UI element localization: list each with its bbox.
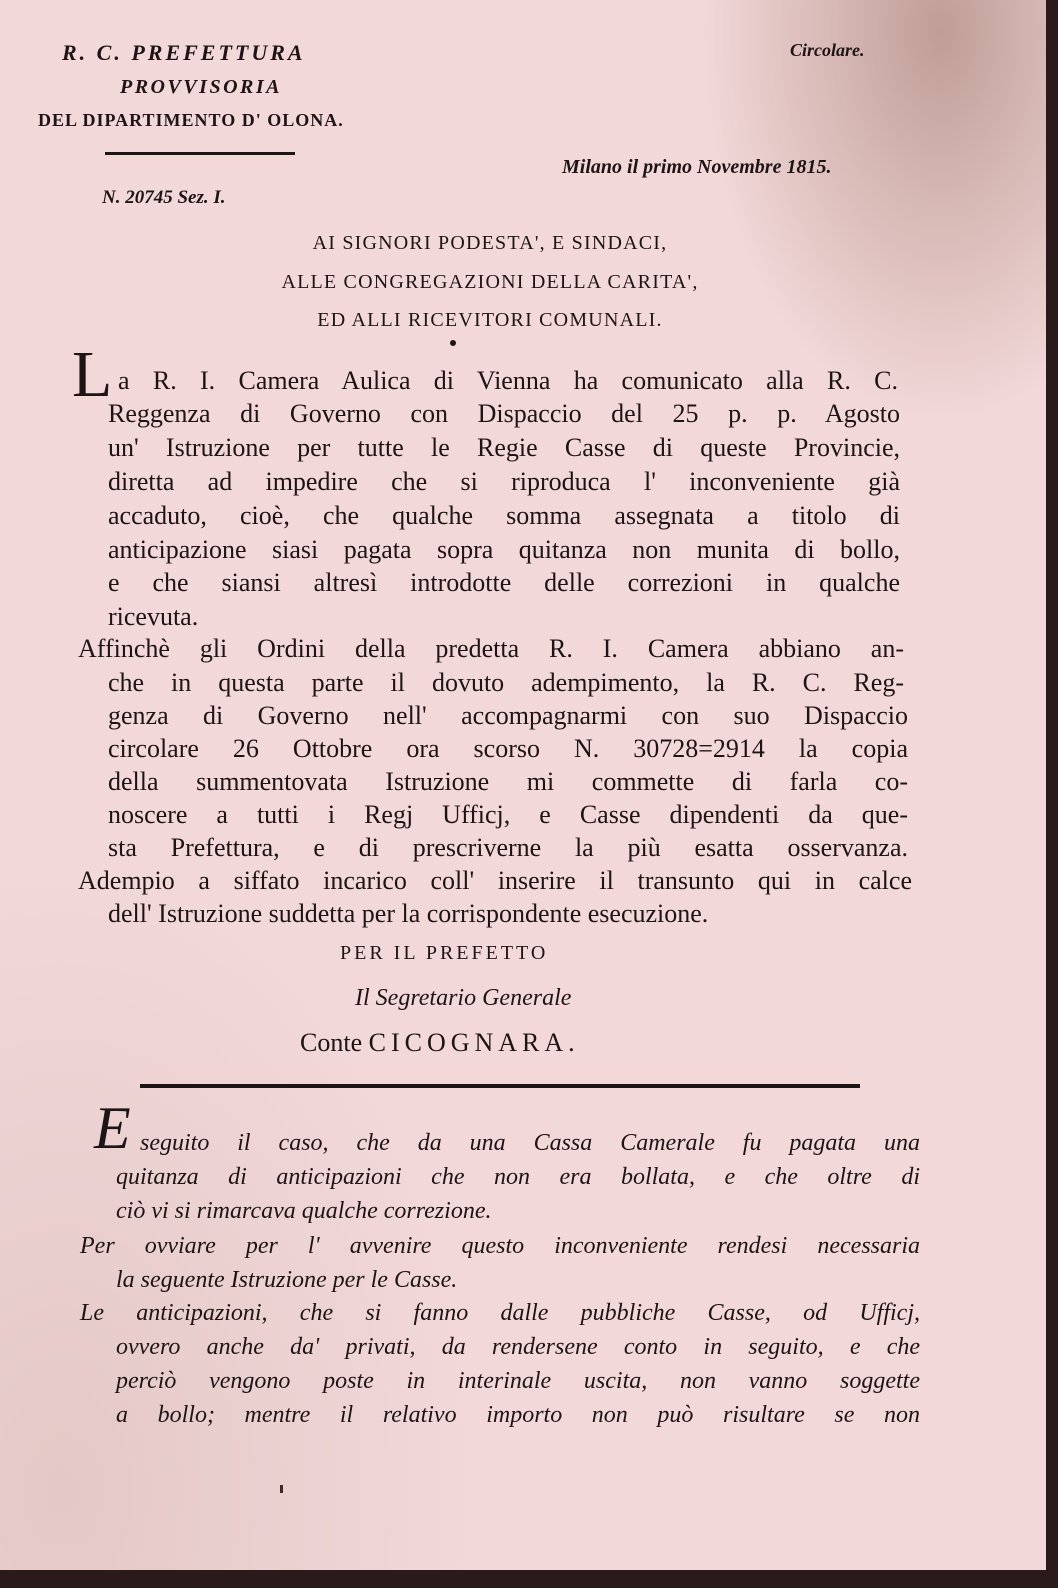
body-line: ricevuta. [108,602,199,631]
signature-prefect: PER IL PREFETTO [340,942,549,964]
protocol-number: N. 20745 Sez. I. [102,187,226,208]
body-line: un' Istruzione per tutte le Regie Casse di queste Provincie, [108,433,900,462]
body-line: della summentovata Istruzione mi commette di farla co- [108,767,908,796]
signature-title: Conte [300,1028,363,1057]
body-line: anticipazione siasi pagata sopra quitanza non munita di bollo, [108,535,900,564]
section-divider [140,1084,860,1088]
instruction-line: Le anticipazioni, che si fanno dalle pubbliche Casse, od Ufficj, [80,1300,920,1326]
ink-spot [280,1485,283,1493]
address-line2: ALLE CONGREGAZIONI DELLA CARITA', [281,271,699,293]
office-name-line2: PROVVISORIA [120,76,282,98]
header-divider [105,152,295,155]
instruction-line: Per ovviare per l' avvenire questo inconveniente rendesi necessaria [80,1233,920,1259]
body-line: accaduto, cioè, che qualche somma assegnata a titolo di [108,501,900,530]
address-line1: AI SIGNORI PODESTA', E SINDACI, [312,232,668,254]
signature-name [300,1028,580,1058]
signature-surname: CICOGNARA. [368,1028,580,1057]
body-line: noscere a tutti i Regj Ufficj, e Casse dipendenti da que- [108,800,908,829]
instruction-line: a bollo; mentre il relativo importo non può risultare se non [116,1402,920,1428]
drop-cap: L [72,338,113,411]
body-line: Adempio a siffato incarico coll' inserire il transunto qui in calce [78,866,912,895]
body-line: sta Prefettura, e di prescriverne la più esatta osservanza. [108,833,908,862]
address-line3: ED ALLI RICEVITORI COMUNALI. [317,309,663,331]
ornament-dot [450,340,456,346]
instruction-line: ovvero anche da' privati, da rendersene conto in seguito, e che [116,1334,920,1360]
body-line: che in questa parte il dovuto adempimento, la R. C. Reg- [108,668,904,697]
body-line: Affinchè gli Ordini della predetta R. I. Camera abbiano an- [78,634,904,663]
instruction-drop-cap: E [94,1095,131,1161]
office-name-line1: R. C. PREFETTURA [62,40,306,65]
body-line: diretta ad impedire che si riproduca l' inconveniente già [108,467,900,496]
instruction-line: quitanza di anticipazioni che non era bollata, e che oltre di [116,1164,920,1190]
signature-secretary: Il Segretario Generale [355,985,572,1011]
office-name-line3: DEL DIPARTIMENTO D' OLONA. [38,110,344,130]
body-line: circolare 26 Ottobre ora scorso N. 30728=2914 la copia [108,734,908,763]
instruction-line: perciò vengono poste in interinale uscita, non vanno soggette [116,1368,920,1394]
body-line: e che siansi altresì introdotte delle correzioni in qualche [108,568,900,597]
instruction-line: la seguente Istruzione per le Casse. [116,1267,458,1293]
document-type: Circolare. [790,40,865,60]
instruction-line: ciò vi si rimarcava qualche correzione. [116,1198,492,1224]
body-line: dell' Istruzione suddetta per la corrispondente esecuzione. [108,899,709,928]
body-line: genza di Governo nell' accompagnarmi con suo Dispaccio [108,701,908,730]
body-line: a R. I. Camera Aulica di Vienna ha comunicato alla R. C. [118,366,898,395]
instruction-line: seguito il caso, che da una Cassa Camerale fu pagata una [140,1130,920,1156]
document-date: Milano il primo Novembre 1815. [562,156,832,178]
body-line: Reggenza di Governo con Dispaccio del 25 p. p. Agosto [108,399,900,428]
